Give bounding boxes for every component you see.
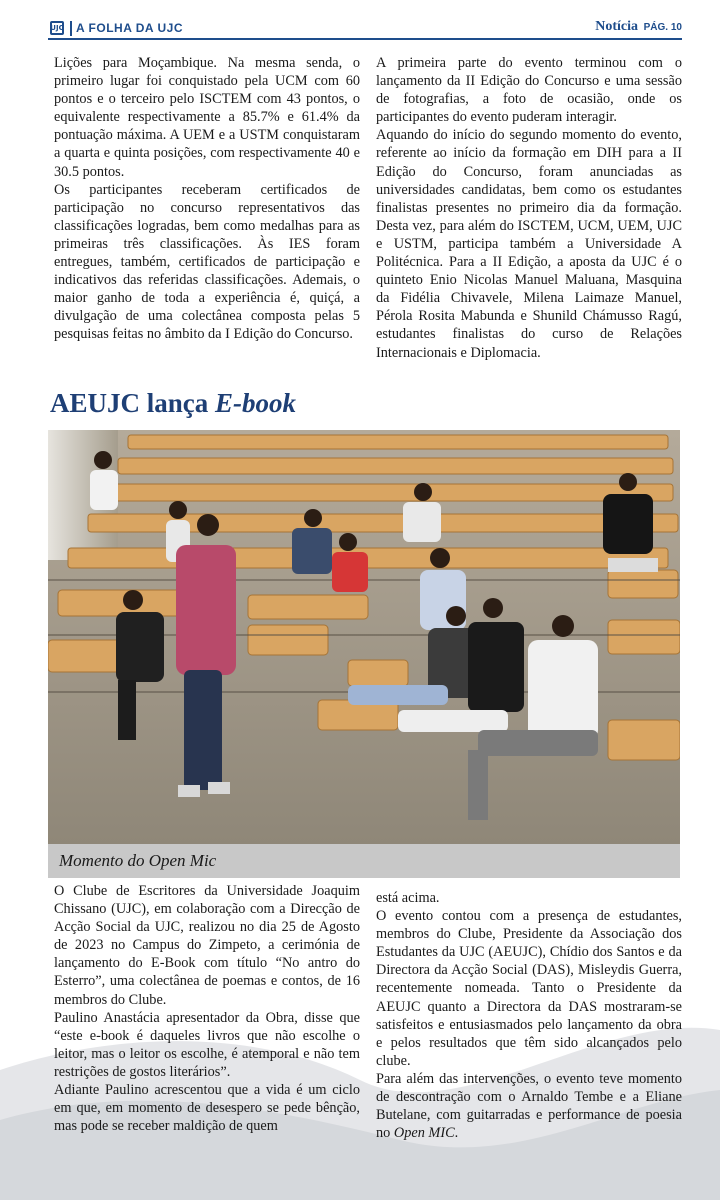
paragraph: A primeira parte do evento terminou com o lançamento da II Edição do Concurso e uma sessão de fotografias, a foto de ocasião, onde os participantes do evento puderam interagir. xyxy=(376,55,682,126)
paragraph: Adiante Paulino acrescentou que a vida é um ciclo em que, em momento de desespero se pede bênção, mas pode se receber maldição de quem xyxy=(54,1082,360,1135)
paragraph: O Clube de Escritores da Universidade Joaquim Chissano (UJC), em colaboração com a Direcção de Acção Social da UJC, realizou no dia 25 de Agosto de 2023 no Campus do Zimpeto, a cerimónia de lançamento do E-Book com título “No antro do Esterro”, uma colectânea de poemas e contos, de 16 membros do Clube. xyxy=(54,883,360,1008)
paragraph: Aquando do início do segundo momento do evento, referente ao início da formação em DIH para a II Edição do Concurso, foram anunciadas as universidades candidatas, bem como os estudantes finalistas presentes no primeiro dia da formação. Desta vez, para além do ISCTEM, UCM, UEM, UJC e USTM, participa também a Universidade A Politécnica. Para a II Edição, a aposta da UJC é o quinteto Enio Nicolas Manuel Maluana, Masquina da Fidélia Chivavele, Milena Laimaze Manuel, Pérola Rosita Mabunda e Shunild Chámusso Ragú, estudantes finalistas do curso de Relações Internacionais e Diplomacia. xyxy=(376,127,682,361)
page-number: PÁG. 10 xyxy=(643,22,682,33)
previous-article-column-left xyxy=(54,54,360,344)
paragraph: Os participantes receberam certificados de participação no concurso representativos das classificações logradas, bem como medalhas para as primeiras três classificações. Às IES foram entregues, também, certificados de participação e indicativos das referidas classificações. Ademais, o maior ganho de toda a experiência é, quiçá, a divulgação de uma colectânea composta pelas 5 pesquisas feitas no âmbito da I Edição do Concurso. xyxy=(54,181,360,343)
paragraph: está acima. xyxy=(376,890,440,906)
article-photo xyxy=(48,430,680,844)
article-title xyxy=(50,388,296,419)
paragraph: Paulino Anastácia apresentador da Obra, disse que “este e-book é daqueles livros que não escolhe o leitor, mas o leitor os escolhe, é atemporal e não tem restrições de gostos literários”. xyxy=(54,1009,360,1080)
paragraph xyxy=(376,1070,682,1142)
page-header xyxy=(50,18,682,40)
article-title-italic: E-book xyxy=(215,388,297,418)
article-title-main: AEUJC lança xyxy=(50,388,216,418)
paragraph-text: Para além das intervenções, o evento teve momento de descontração com o Arnaldo Tembe e a Eliane Butelane, com guitarradas e performance de poesia no xyxy=(376,1070,682,1142)
header-rule xyxy=(48,38,682,40)
auditorium-photo xyxy=(48,430,680,844)
publication-name: A FOLHA DA UJC xyxy=(76,21,183,35)
photo-caption xyxy=(48,844,680,878)
article-column-left xyxy=(54,882,360,1135)
paragraph: Lições para Moçambique. Na mesma senda, o primeiro lugar foi conquistado pela UCM com 60 pontos e o terceiro pelo ISCTEM com 43 pontos, o equivalente respectivamente a 85.7% e 61.4% da pontuação máxima. A UEM e a USTM conquistaram a quarta e quinta posições, com respectivamente 40 e 30.5 pontos. xyxy=(54,55,360,180)
previous-article-column-right xyxy=(376,54,682,362)
article-column-right xyxy=(376,889,682,1142)
paragraph-end: . xyxy=(454,1125,459,1142)
ujc-logo-icon: UJC xyxy=(50,21,64,35)
section-name: Notícia xyxy=(595,19,638,34)
photo-caption-text: Momento do Open Mic xyxy=(59,851,217,870)
paragraph: O evento contou com a presença de estudantes, membros do Clube, Presidente da Associação dos Estudantes da UJC (AEUJC), Chídio dos Santos e da Directora da Acção Social (DAS), Misleydis Guerra, recentemente nomeada. Tanto o Presidente da AEUJC quanto a Directora da DAS mostraram-se satisfeitos e entusiasmados pelo lançamento da obra e pelos resultados que têm sido alcançados pelo clube. xyxy=(376,908,682,1069)
open-mic-italic: Open MIC xyxy=(393,1125,455,1142)
header-separator xyxy=(70,21,72,36)
